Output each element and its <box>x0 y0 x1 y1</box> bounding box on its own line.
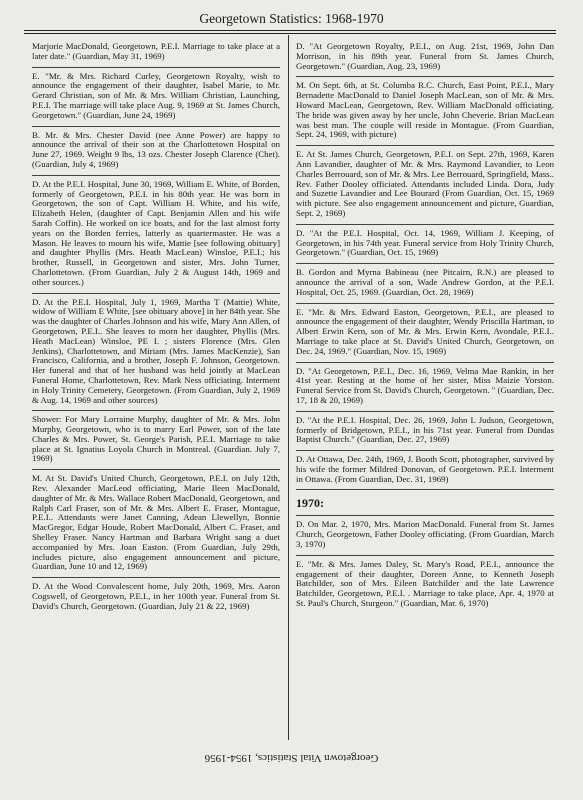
record-entry: Shower: For Mary Lorraine Murphy, daughter of Mr. & Mrs. John Murphy, Georgetown, who is to marry Earl Power, son of the late Charles & Mrs. Power, St. George's Parish, P.E.I. Marriage to take place at St. Ignatius Loyola Church in Montreal. (Guardian. July 7, 1969) <box>32 411 280 470</box>
record-entry: Marjorie MacDonald, Georgetown, P.E.I. Marriage to take place at a later date." (Guardian, May 31, 1969) <box>32 38 280 68</box>
record-entry: E. "Mr. & Mrs. Richard Curley, Georgetown Royalty, wish to announce the engagement of their daughter, Isabel Marie, to Mr. Gerard Christian, son of Mr. & Mrs. William Christian, Launching, P.E.I. The marriage will take place Aug. 9, 1969 at St. James Church, Georgetown." (Guardian, June 24, 1969) <box>32 68 280 127</box>
header-rule-top <box>24 30 556 31</box>
record-entry: B. Gordon and Myrna Babineau (nee Pitcairn, R.N.) are pleased to announce the arrival of a son, Wade Andrew Gordon, at the P.E.I. Hospital, Oct. 25, 1969. (Guardian, Oct. 28, 1969) <box>296 264 554 303</box>
page-title: Georgetown Statistics: 1968-1970 <box>199 11 384 26</box>
record-entry: D. At the P.E.I. Hospital, July 1, 1969, Martha T (Mattie) White, widow of William E White, [see obituary above] in her 84th year. She was the daughter of Charles Johnson and his wife, Mary Ann Allen, of Georgetown, P.E.I.. She leaves to morn her daughter, Phyllis (Mrs. Heath MacLean) Winsloe, PE I. ; sisters Florence (Mrs. Glen Jenkins), Charlottetown, and Miriam (Mrs. James MacKenzie), San Francisco, California, and a brother, Joseph F. Johnson, Georgetown. Her funeral and that of her husband was held jointly at MacLean Funeral Home, Charlottetown, Rev. Mark Ness officiating. Interment in Holy Trinity Cemetery, Georgetown. (From Guardian, July 2, 1969 & Aug. 14, 1969 and other sources) <box>32 294 280 412</box>
record-entry: D. "At the P.E.I. Hospital, Oct. 14, 1969, William J. Keeping, of Georgetown, in his 74th year. Funeral service from Holy Trinity Church, Georgetown." (Guardian, Oct. 15, 1969) <box>296 225 554 264</box>
record-entry: M. At St. David's United Church, Georgetown, P.E.I. on July 12th, Rev. Alexander MacLeod officiating, Marie Ileen MacDonald, daughter of Mr. & Mrs. Wallace Robert MacDonald, Georgetown, and Ralph Carl Fraser, son of Mr. & Mrs. Albert E. Fraser, Montague, P.E.I.. Attendants were Janet Canning, Adean Llewellyn, Bonnie MacGregor, Edgar Houde, Robert MacDonald, Albert C. Fraser, and Shelley Fraser. Nancy Hartman and Barbara Wright sang a duet accompanied by Mrs. Joan Easton. (From Guardian, July 29th, includes picture, also engagement announcement and picture, Guardian, June 10 and 12, 1969) <box>32 470 280 578</box>
record-entry: D. On Mar. 2, 1970, Mrs. Marion MacDonald. Funeral from St. James Church, Georgetown, Father Dooley officiating. (From Guardian, March 3, 1970) <box>296 516 554 555</box>
left-column <box>32 38 280 617</box>
year-heading: 1970: <box>296 490 554 516</box>
record-entry: D. At Ottawa, Dec. 24th, 1969, J. Booth Scott, photographer, survived by his wife the former Mildred Donovan, of Georgetown. P.E.I. Interment in Ottawa. (From Guardian, Dec. 31, 1969) <box>296 451 554 490</box>
record-entry: D. "At the P.E.I. Hospital, Dec. 26, 1969, John L Judson, Georgetown, formerly of Bridgetown, P.E.I., in his 71st year. Funeral from Dundas Baptist Church." (Guardian, Dec. 27, 1969) <box>296 412 554 451</box>
record-entry: D. At the P.E.I. Hospital, June 30, 1969, William E. White, of Borden, formerly of Georgetown, P.E.I. in his 80th year. He was born in Georgetown, the son of Capt. William H. White, and his wife, Elizabeth Helen, (daughter of Capt. Benjamin Allen and his wife Sarah Coffin). He worked on ice boats, and for the last almost forty years on the Borden ferries, latterly as quartermaster. He was a Mason. He leaves to mourn his wife, Mattie [see following obituary] and daughter Phyllis (Mrs. Heath MacLean) Winsloe, P.E.I.; his brother, Russell, in Georgetown and sister, Mrs. John Turner, Charlottetown. (From Guardian, July 2 & August 14th, 1969 and other sources.) <box>32 176 280 294</box>
record-entry: D. "At Georgetown, P.E.I., Dec. 16, 1969, Velma Mae Rankin, in her 41st year. Resting at the home of her sister, Miss Maizie Yorston. Funeral Service from St. David's Church, Georgetown. " (Guardian, Dec. 17, 18 & 20, 1969) <box>296 363 554 412</box>
record-entry: M. On Sept. 6th, at St. Columba R.C. Church, East Point, P.E.I., Mary Bernadette MacDonald to Daniel Joseph MacLean, son of Mr. & Mrs. Howard MacLean, Georgetown, Rev. William MacDonald officiating. The bride was given away by her uncle, John Cheverie. Brian MacLean was best man. The couple will reside in Montague. (From Guardian, Sept. 24, 1969, with picture) <box>296 77 554 146</box>
column-divider <box>288 35 289 740</box>
record-entry: E. "Mr. & Mrs. Edward Easton, Georgetown, P.E.I., are pleased to announce the engagement of their daughter, Wendy Priscilla Hartman, to Albert Erwin Kern, son of Mr. & Mrs. Erwin Kern, Avondale, P.E.I.. Marriage to take place at St. David's United Church, Georgetown, on Dec. 24, 1969." (Guardian, Nov. 15, 1969) <box>296 304 554 363</box>
record-entry: E. At St. James Church, Georgetown, P.E.I. on Sept. 27th, 1969, Karen Ann Lavandier, daughter of Mr. & Mrs. Raymond Lavandier, to Leon Charles Berrouard, son of Mr. & Mrs. Lee Berrouard, Springfield, Mass.. Rev. Father Dooley officiated. Attendants included Linda. Dora, Judy and Suzette Lavandier and Lee Bourard (From Guardian, Oct. 15, 1969 with picture. See also engagement announcement and picture, Guardian, Sept. 2, 1969) <box>296 146 554 225</box>
record-entry: D. At the Wood Convalescent home, July 20th, 1969, Mrs. Aaron Cogswell, of Georgetown, P.E.I., in her 100th year. Funeral from St. David's Church, Georgetown. (Guardian, July 21 & 22, 1969) <box>32 581 280 611</box>
record-entry: B. Mr. & Mrs. Chester David (nee Anne Power) are happy to announce the arrival of their son at the Charlottetown Hospital on June 27, 1969. Weight 9 lbs, 13 ozs. Chester Joseph Clarence (Chet). (Guardian, July 4, 1969) <box>32 127 280 176</box>
right-column <box>296 38 554 614</box>
record-entry: E. "Mr. & Mrs. James Daley, St. Mary's Road, P.E.I., announce the engagement of their daughter, Doreen Anne, to Kenneth Joseph Batchilder, son of Mrs. Eileen Batchilder and the late Lawrence Batchilder, Georgetown, P.E.I. . Marriage to take place, Apr. 4, 1970 at St. Paul's Church, Sturgeon." (Guardian, Mar. 6, 1970) <box>296 558 554 609</box>
record-entry: D. "At Georgetown Royalty, P.E.I., on Aug. 21st, 1969, John Dan Morrison, in his 89th year. Funeral from St. James Church, Georgetown." (Guardian, Aug. 23, 1969) <box>296 38 554 77</box>
page-footer: Georgetown Vital Statistics, 1954-1956 <box>204 752 379 764</box>
header-rule-bottom <box>24 33 556 34</box>
